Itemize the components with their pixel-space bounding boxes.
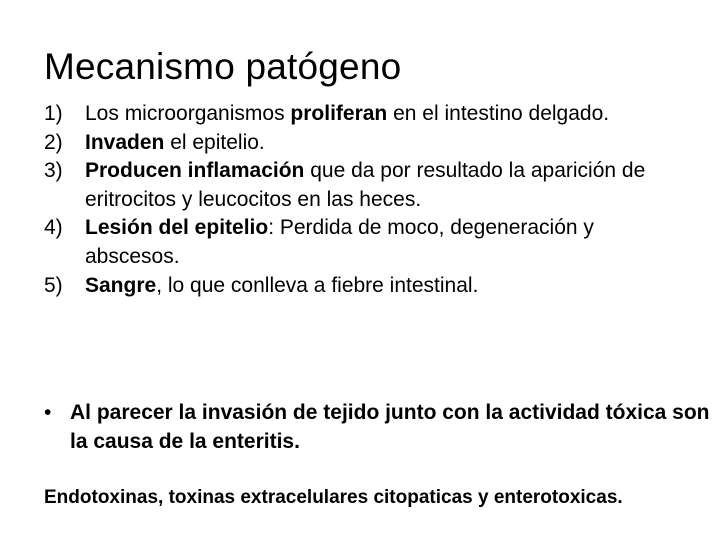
conclusion-bullet (44, 398, 710, 456)
step-number: 3) (44, 159, 63, 183)
list-item (44, 129, 684, 158)
step-text-post: el epitelio. (164, 130, 265, 154)
step-text-pre: Los microorganismos (85, 102, 291, 125)
step-number: 5) (44, 273, 63, 297)
list-item (44, 157, 684, 214)
toxins-note: Endotoxinas, toxinas extracelulares citopaticas y enterotoxicas. (44, 487, 623, 508)
list-item (44, 272, 684, 301)
bullet-dot: • (44, 401, 52, 424)
list-item (44, 214, 684, 271)
step-bold-lead: Invaden (85, 130, 165, 154)
step-number: 1) (44, 102, 63, 125)
step-bold-lead: Lesión del epitelio (85, 216, 269, 240)
step-text-post: en el intestino delgado. (387, 102, 610, 125)
step-text-post: , lo que conlleva a fiebre intestinal. (156, 273, 479, 297)
step-text-post: que da por resultado la aparición de eritrocitos y leucocitos en las heces. (85, 159, 646, 211)
list-item (44, 100, 684, 129)
slide-title: Mecanismo patógeno (44, 46, 402, 87)
step-bold-lead: Sangre (85, 273, 157, 297)
step-text-post: : Perdida de moco, degeneración y abscesos. (85, 216, 594, 268)
step-bold-inline: proliferan (290, 102, 388, 125)
step-number: 2) (44, 130, 63, 154)
step-number: 4) (44, 216, 63, 240)
mechanism-steps-list (44, 100, 684, 300)
step-bold-lead: Producen inflamación (85, 159, 305, 183)
conclusion-text: Al parecer la invasión de tejido junto con la actividad tóxica son la causa de la enteritis. (70, 401, 710, 453)
